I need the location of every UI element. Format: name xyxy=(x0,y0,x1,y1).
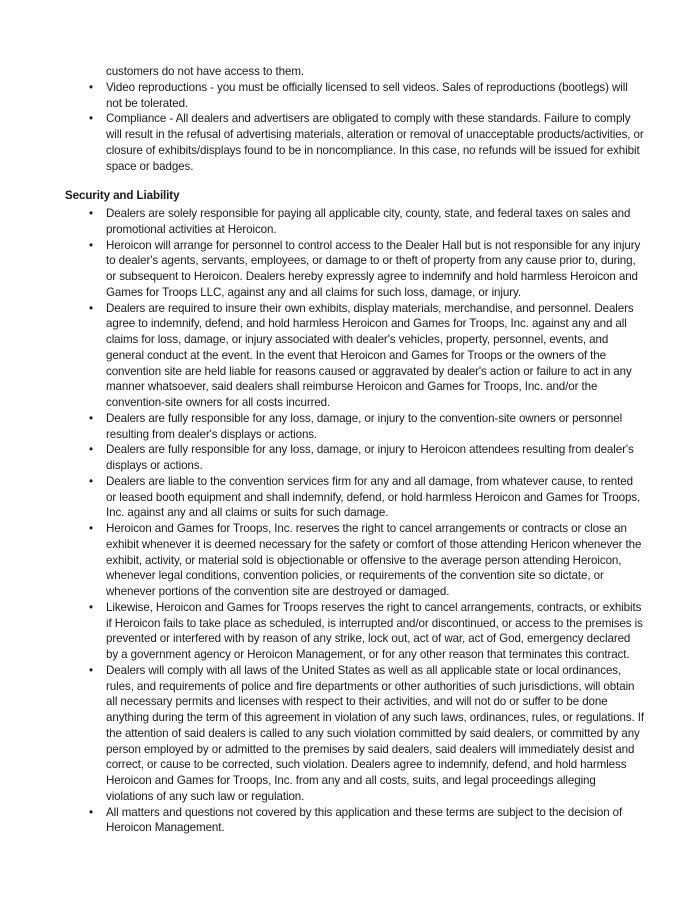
list-item-text: Dealers will comply with all laws of the United States as well as all applicable state or local ordinances, rules, and requirements of police and fire departments or other authorities of such jurisdictions, will obtain all necessary permits and licenses with respect to their activities, and will not do or suffer to be done anything during the term of this agreement in violation of any such laws, ordinances, rules, or regulations. If the attention of said dealers is called to any such violation committed by said dealers, or committed by any person employed by or admitted to the premises by said dealers, said dealers will immediately desist and correct, or cause to be corrected, such violation. Dealers agree to indemnify, defend, and hold harmless Heroicon and Games for Troops, Inc. from any and all costs, suits, and legal proceedings alleging violations of any such law or regulation. xyxy=(106,663,644,803)
list-item xyxy=(65,206,645,238)
list-item-text: Compliance - All dealers and advertisers are obligated to comply with these standards. Failure to comply will result in the refusal of advertising materials, alteration or removal of unacceptable products/activities, or closure of exhibits/displays found to be in noncompliance. In this case, no refunds will be issued for exhibit space or badges. xyxy=(106,112,644,173)
list-item xyxy=(65,474,645,521)
bullet-icon: • xyxy=(89,301,93,315)
bullet-icon: • xyxy=(89,80,93,94)
list-item xyxy=(65,521,645,600)
standards-list xyxy=(65,80,645,175)
bullet-icon: • xyxy=(89,663,93,677)
list-item-text: Heroicon and Games for Troops, Inc. reserves the right to cancel arrangements or contracts or close an exhibit whenever it is deemed necessary for the safety or comfort of those attending Hericon whenever the exhibit, activity, or material sold is objectionable or offensive to the average person attending Heroicon, whenever legal conditions, convention policies, or requirements of the convention site so dictate, or whenever portions of the convention site are destroyed or damaged. xyxy=(106,522,642,598)
bullet-icon: • xyxy=(89,600,93,614)
bullet-icon: • xyxy=(89,112,93,126)
section-heading: Security and Liability xyxy=(65,189,180,203)
list-item xyxy=(65,111,645,174)
list-item xyxy=(65,663,645,805)
bullet-icon: • xyxy=(89,238,93,252)
list-item-text: Dealers are liable to the convention services firm for any and all damage, from whatever cause, to rented or leased booth equipment and shall indemnify, defend, or hold harmless Heroicon and Games for Troops, Inc. against any and all claims or suits for such damage. xyxy=(106,474,641,520)
list-item-text: Video reproductions - you must be officially licensed to sell videos. Sales of reproductions (bootlegs) will not be tolerated. xyxy=(106,80,628,110)
list-item-text: All matters and questions not covered by this application and these terms are subject to the decision of Heroicon Management. xyxy=(106,805,623,835)
list-item-text: Heroicon will arrange for personnel to control access to the Dealer Hall but is not responsible for any injury to dealer's agents, servants, employees, or damage to or theft of property from any cause prior to, during, or subsequent to Heroicon. Dealers hereby expressly agree to indemnify and hold harmless Heroicon and Games for Troops LLC, against any and all claims for such loss, damage, or injury. xyxy=(106,238,641,299)
list-item xyxy=(65,600,645,663)
list-item xyxy=(65,411,645,443)
bullet-icon: • xyxy=(89,474,93,488)
list-item-text: Dealers are required to insure their own exhibits, display materials, merchandise, and personnel. Dealers agree to indemnify, defend, and hold harmless Heroicon and Games for Troops, Inc. against any and all claims for loss, damage, or injury associated with dealer's vehicles, property, personnel, events, and general conduct at the event. In the event that Heroicon and Games for Troops or the owners of the convention site are held liable for reasons caused or aggravated by dealer's action or failure to act in any manner whatsoever, said dealers shall reimburse Heroicon and Games for Troops, Inc. and/or the convention-site owners for all costs incurred. xyxy=(106,301,634,409)
bullet-icon: • xyxy=(89,207,93,220)
bullet-icon: • xyxy=(89,443,93,457)
list-item-text: Likewise, Heroicon and Games for Troops reserves the right to cancel arrangements, contracts, or exhibits if Heroicon fails to take place as scheduled, is interrupted and/or discontinued, or access to the premises is prevented or interfered with by reason of any strike, lock out, act of war, act of God, emergency declared by a government agency or Heroicon Management, or for any other reason that terminates this contract. xyxy=(106,600,643,661)
bullet-icon: • xyxy=(89,411,93,425)
bullet-icon: • xyxy=(89,805,93,819)
list-item xyxy=(65,301,645,411)
list-item xyxy=(65,80,645,112)
list-item-text: Dealers are solely responsible for paying all applicable city, county, state, and federal taxes on sales and promotional activities at Heroicon. xyxy=(106,207,631,236)
list-item-text: Dealers are fully responsible for any loss, damage, or injury to Heroicon attendees resulting from dealer's displays or actions. xyxy=(106,443,634,472)
list-item xyxy=(65,805,645,837)
list-item-text: Dealers are fully responsible for any loss, damage, or injury to the convention-site owners or personnel resulting from dealer's displays or actions. xyxy=(106,411,623,441)
document-content xyxy=(65,64,645,836)
security-liability-list xyxy=(65,206,645,836)
bullet-icon: • xyxy=(89,522,93,535)
list-item-continuation: customers do not have access to them. xyxy=(106,65,305,78)
list-item xyxy=(65,238,645,301)
list-item xyxy=(65,442,645,474)
